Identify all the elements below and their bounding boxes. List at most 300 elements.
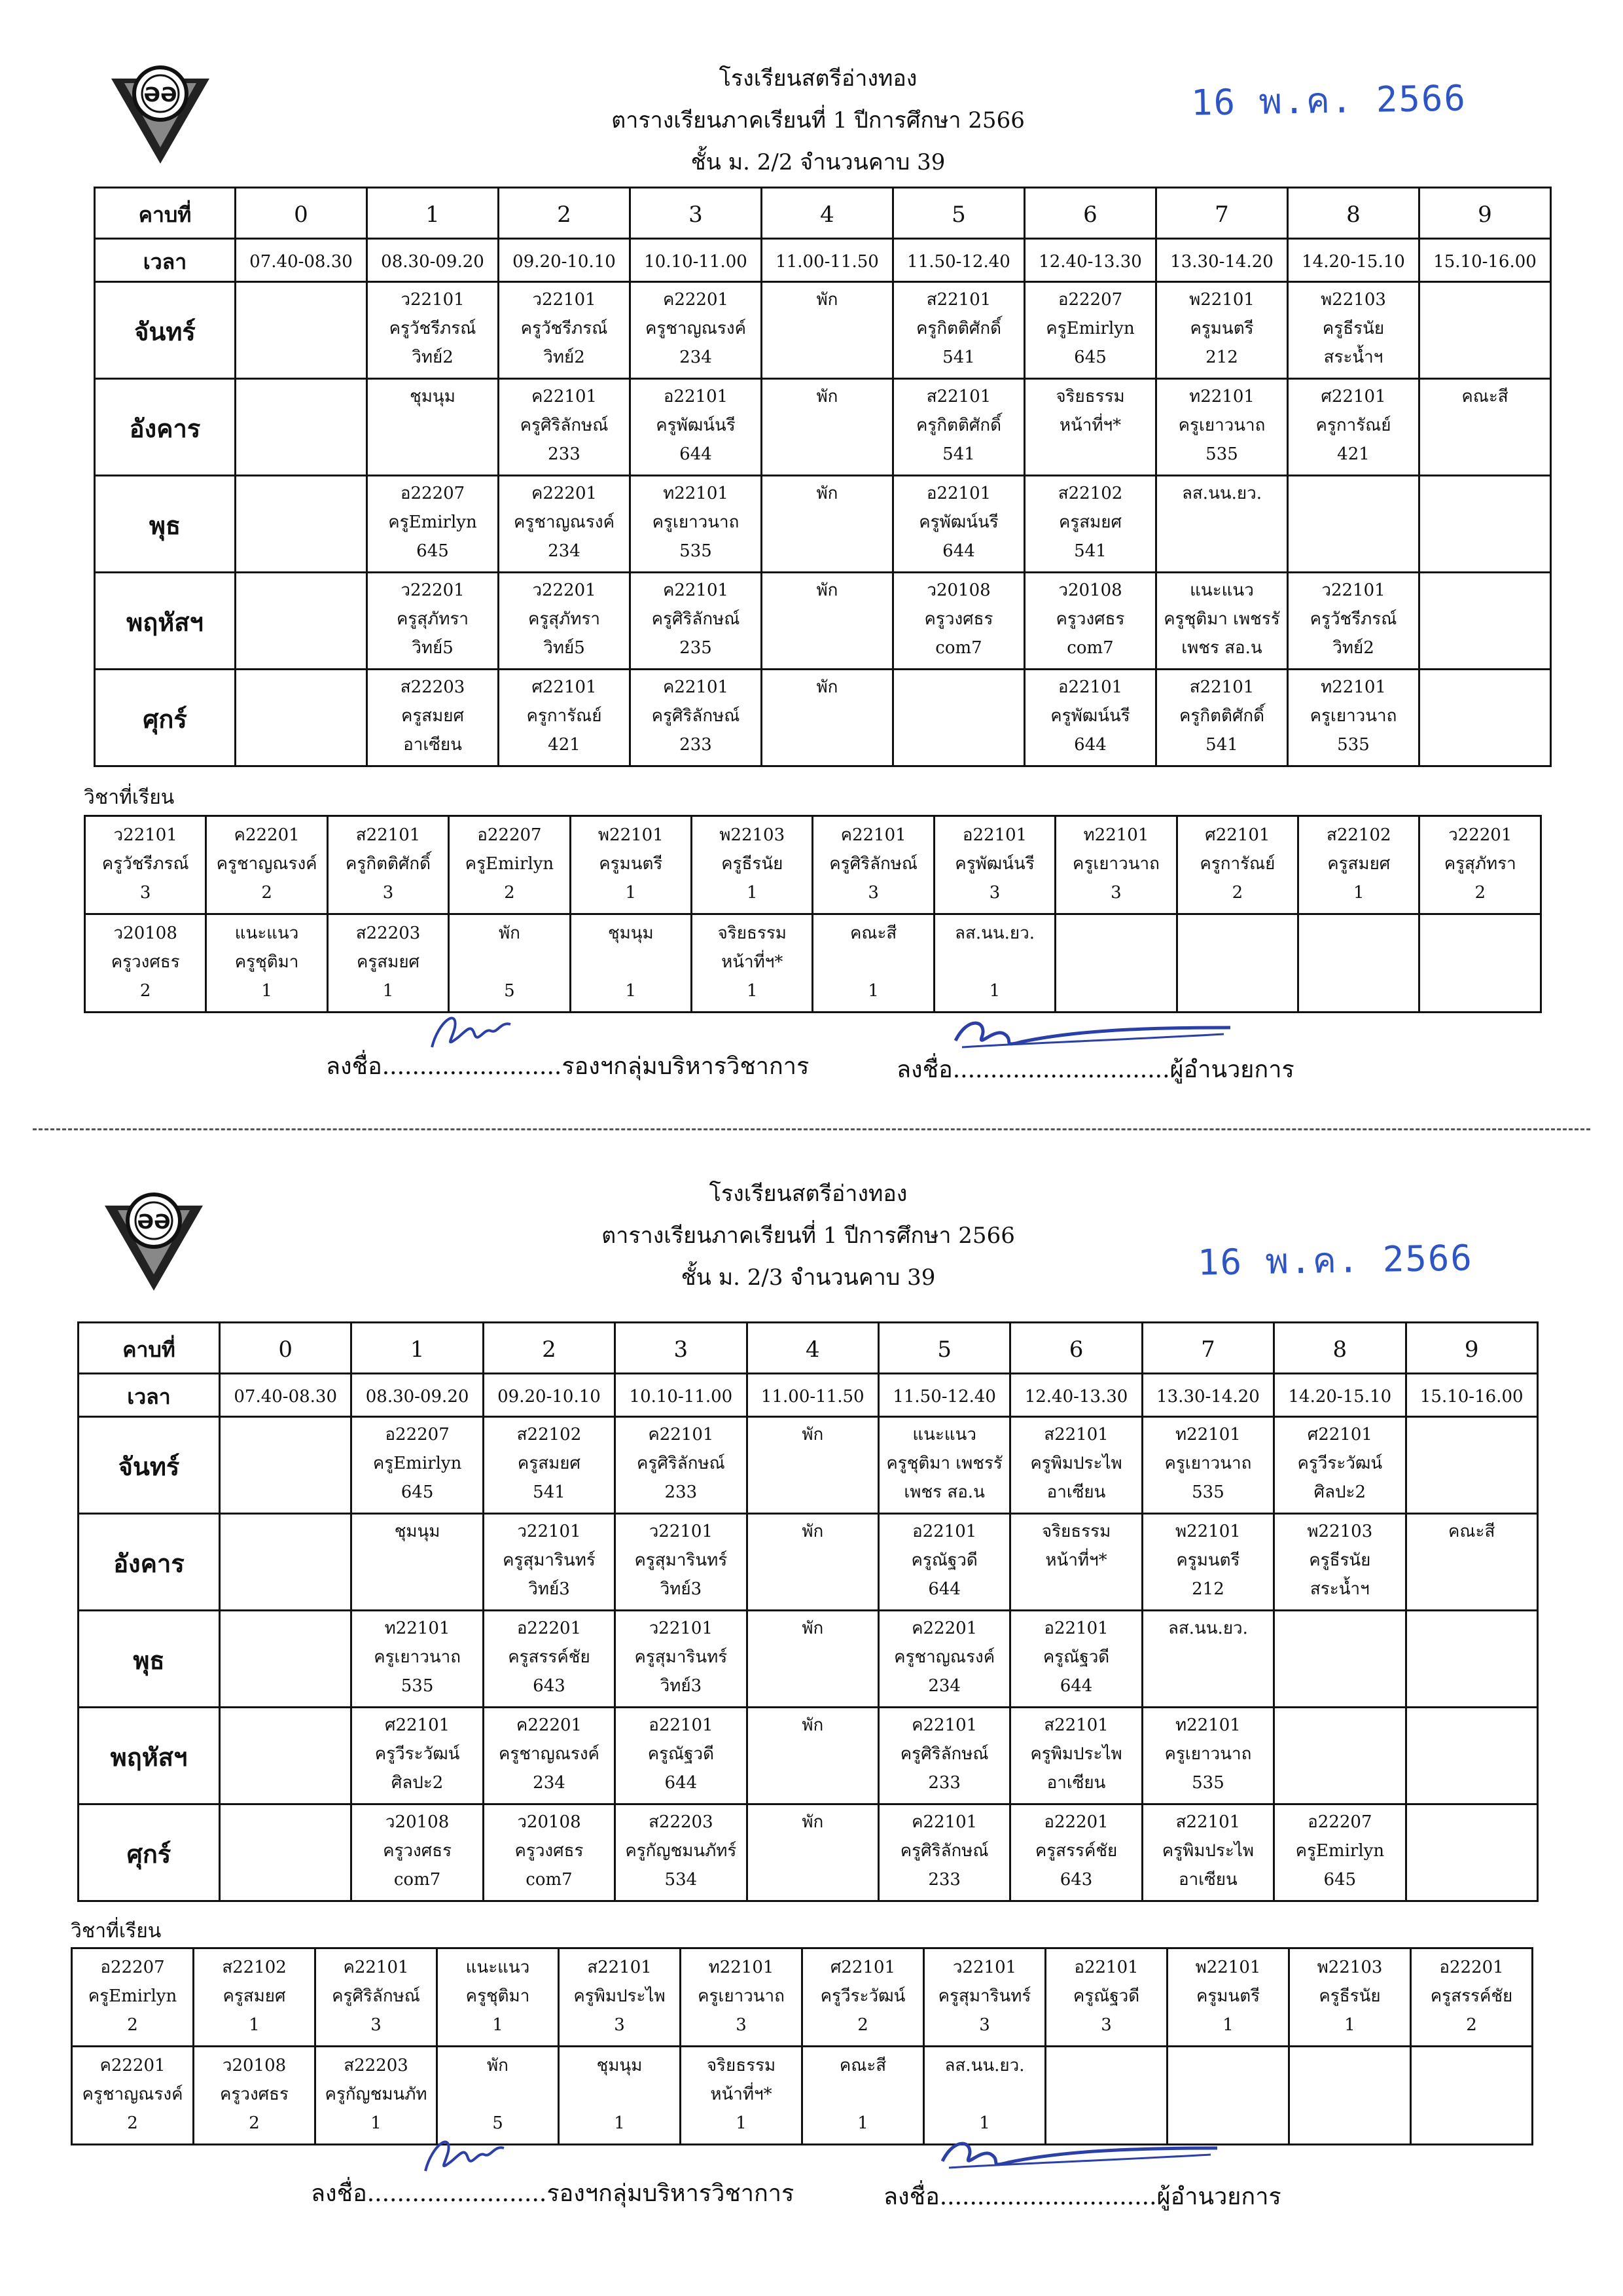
period-number: 0 <box>236 188 367 239</box>
room: 535 <box>1192 1482 1224 1502</box>
teacher-name: ครูศิริลักษณ์ <box>900 1744 989 1764</box>
period-count: 3 <box>989 883 1001 903</box>
subject-code: แนะแนว <box>234 924 299 943</box>
subject-code: จริยธรรม <box>717 924 787 943</box>
sign-line-vice-director: ลงชื่อ........................รองฯกลุ่มบริหารวิชาการ <box>326 1053 810 1080</box>
teacher-name: ครูสมยศ <box>401 706 465 726</box>
subject-code: อ22207 <box>477 825 542 845</box>
schedule-cell <box>483 1417 615 1514</box>
subject-code: พ22103 <box>719 825 785 845</box>
period-header-label: คาบที่ <box>79 1323 220 1374</box>
subject-code: อ22101 <box>926 484 991 503</box>
period-number: 2 <box>483 1323 615 1374</box>
subject-code: ค22101 <box>343 1958 409 1977</box>
period-count: 3 <box>370 2015 382 2035</box>
schedule-cell <box>747 1611 878 1708</box>
subject-summary-cell <box>559 2047 681 2145</box>
subject-code: ลส.นน.ยว. <box>955 924 1035 943</box>
teacher-name: ครูศิริลักษณ์ <box>900 1841 989 1861</box>
room: 541 <box>533 1482 565 1502</box>
day-name: พุธ <box>79 1611 220 1708</box>
teacher-name: ครูชาญณรงค์ <box>514 512 615 532</box>
teacher-name <box>1291 2080 1408 2109</box>
period-count: 5 <box>504 981 515 1001</box>
schedule-cell <box>236 476 367 573</box>
subject-code: ค22201 <box>234 825 300 845</box>
period-number: 9 <box>1419 188 1551 239</box>
subject-summary-cell <box>206 816 327 914</box>
subject-code: พัก <box>487 2056 508 2075</box>
room: 643 <box>533 1676 565 1696</box>
subject-summary-cell <box>1298 914 1419 1013</box>
period-time: 08.30-09.20 <box>367 239 499 282</box>
schedule-cell <box>1419 476 1551 573</box>
subject-code: พัก <box>802 1619 824 1638</box>
period-count: 1 <box>625 883 637 903</box>
subject-code <box>1058 919 1174 948</box>
teacher-name <box>1421 948 1539 977</box>
subject-summary-cell <box>194 2047 315 2145</box>
subject-code: ว22101 <box>401 290 465 310</box>
period-time: 12.40-13.30 <box>1010 1374 1142 1417</box>
day-row <box>95 282 1551 379</box>
schedule-cell <box>1406 1611 1537 1708</box>
teacher-name: ครูEmirlyn <box>1295 1841 1385 1861</box>
period-time: 13.30-14.20 <box>1142 1374 1274 1417</box>
room: วิทย์2 <box>1332 638 1374 658</box>
period-count: 2 <box>127 2015 138 2035</box>
schedule-cell <box>351 1708 483 1804</box>
teacher-name: ครูสุภัทรา <box>1444 854 1516 874</box>
teacher-name: ครูเยาวนาถ <box>1073 854 1160 874</box>
period-count: 5 <box>492 2113 503 2133</box>
schedule-cell <box>1156 282 1288 379</box>
schedule-cell <box>499 379 630 476</box>
sign-line-director: ลงชื่อ.............................ผู้อำนวยการ <box>897 1056 1294 1083</box>
schedule-cell <box>1156 476 1288 573</box>
schedule-cell <box>1025 379 1156 476</box>
schedule-cell <box>630 282 762 379</box>
subject-summary-cell <box>681 1948 802 2047</box>
day-row <box>95 573 1551 670</box>
period-number: 1 <box>367 188 499 239</box>
room: 235 <box>679 638 712 658</box>
schedule-cell <box>1274 1514 1406 1611</box>
sign-line-director: ลงชื่อ.............................ผู้อำนวยการ <box>883 2183 1281 2210</box>
subject-summary-cell <box>692 914 813 1013</box>
subject-summary-cell <box>559 1948 681 2047</box>
schedule-cell <box>367 282 499 379</box>
period-count: 2 <box>1466 2015 1477 2035</box>
teacher-name: ครูศิริลักษณ์ <box>332 1986 420 2006</box>
schedule-cell <box>893 573 1025 670</box>
schedule-cell <box>1010 1611 1142 1708</box>
teacher-name: ครูสุมารินทร์ <box>634 1647 728 1667</box>
subject-code: ค22101 <box>912 1715 978 1735</box>
teacher-name: ครูวัชรีภรณ์ <box>389 319 476 338</box>
schedule-cell <box>878 1804 1010 1901</box>
teacher-name: ครูพิมประไพ <box>1030 1744 1122 1764</box>
teacher-name: ครูเยาวนาถ <box>1164 1454 1252 1473</box>
teacher-name: ครูการัณย์ <box>1315 416 1391 435</box>
room: com7 <box>1067 638 1114 658</box>
subject-code: ค22101 <box>531 387 597 406</box>
subject-summary-cell <box>1411 1948 1533 2047</box>
schedule-cell <box>499 670 630 766</box>
teacher-name: ครูสุภัทรา <box>527 609 601 629</box>
teacher-name <box>451 948 567 977</box>
subject-code: อ22101 <box>962 825 1027 845</box>
teacher-name: ครูชาญณรงค์ <box>645 319 746 338</box>
day-row <box>95 670 1551 766</box>
subject-summary-cell <box>934 914 1055 1013</box>
period-time: 11.50-12.40 <box>893 239 1025 282</box>
teacher-name: ครูศิริลักษณ์ <box>651 609 740 629</box>
schedule-cell <box>878 1417 1010 1514</box>
term-title: ตารางเรียนภาคเรียนที่ 1 ปีการศึกษา 2566 <box>601 1223 1015 1249</box>
subject-code: ค22101 <box>840 825 906 845</box>
subject-code: ส22102 <box>1326 825 1391 845</box>
teacher-name: ครูวงศธร <box>924 609 993 629</box>
period-count <box>1291 2109 1408 2138</box>
teacher-name: ครูสุมารินทร์ <box>634 1551 728 1570</box>
subject-code: ค22201 <box>531 484 597 503</box>
teacher-name: ครูศิริลักษณ์ <box>520 416 609 435</box>
subject-code: อ22207 <box>385 1425 450 1444</box>
teacher-name: ครูการัณย์ <box>1200 854 1275 874</box>
room: วิทย์3 <box>660 1579 702 1599</box>
subject-code: อ22207 <box>1058 290 1123 310</box>
teacher-name: หน้าที่ฯ* <box>710 2085 772 2104</box>
period-count: 1 <box>261 981 272 1001</box>
teacher-name <box>1169 2080 1287 2109</box>
sign-line-vice-director: ลงชื่อ........................รองฯกลุ่มบริหารวิชาการ <box>311 2180 794 2207</box>
teacher-name: ครูสุมารินทร์ <box>503 1551 596 1570</box>
day-name: จันทร์ <box>95 282 236 379</box>
teacher-name: หน้าที่ฯ* <box>721 952 783 972</box>
subject-code: ลส.นน.ยว. <box>1182 484 1262 503</box>
teacher-name: ครูธีรนัย <box>1322 319 1385 338</box>
subject-code: ว22101 <box>517 1522 581 1541</box>
period-count: 1 <box>1353 883 1364 903</box>
subject-code: ส22102 <box>516 1425 582 1444</box>
teacher-name: ครูพัฒน์นรี <box>919 512 999 532</box>
subject-code: พ22101 <box>1175 1522 1241 1541</box>
teacher-name: ครูชุติมา <box>234 952 299 972</box>
subject-summary-cell <box>1419 816 1541 914</box>
period-count: 2 <box>504 883 515 903</box>
period-count: 1 <box>746 981 758 1001</box>
subject-code: อ22101 <box>1058 677 1123 697</box>
period-count: 1 <box>1344 2015 1355 2035</box>
day-row <box>95 476 1551 573</box>
room: 645 <box>416 541 449 561</box>
room: 535 <box>1192 1773 1224 1793</box>
subject-summary-cell <box>813 816 934 914</box>
school-name: โรงเรียนสตรีอ่างทอง <box>709 1181 908 1207</box>
schedule-cell <box>1156 670 1288 766</box>
subject-code: ว20108 <box>1058 581 1122 600</box>
teacher-name: ครูชุติมา <box>465 1986 530 2006</box>
schedule-cell <box>1419 379 1551 476</box>
subject-summary-cell <box>1411 2047 1533 2145</box>
schedule-cell <box>1156 379 1288 476</box>
period-time: 15.10-16.00 <box>1406 1374 1537 1417</box>
room: 233 <box>548 444 580 464</box>
room: 421 <box>548 735 580 755</box>
teacher-name <box>926 2080 1043 2109</box>
schedule-cell <box>762 379 893 476</box>
schedule-cell <box>367 476 499 573</box>
teacher-name: ครูพิมประไพ <box>1030 1454 1122 1473</box>
room: com7 <box>526 1870 573 1890</box>
subject-code: พัก <box>802 1522 824 1541</box>
schedule-cell <box>630 379 762 476</box>
teacher-name: ครูศิริลักษณ์ <box>829 854 918 874</box>
subject-code: แนะแนว <box>1190 581 1254 600</box>
subject-code: จริยธรรม <box>1056 387 1125 406</box>
subject-summary-cell <box>449 816 570 914</box>
room: com7 <box>393 1870 441 1890</box>
class-title: ชั้น ม. 2/3 จำนวนคาบ 39 <box>681 1265 936 1291</box>
subject-code <box>1179 919 1296 948</box>
subject-code: ว20108 <box>927 581 991 600</box>
day-name: ศุกร์ <box>79 1804 220 1901</box>
schedule-cell <box>1142 1611 1274 1708</box>
room: 644 <box>679 444 712 464</box>
teacher-name: ครูสรรค์ชัย <box>1430 1986 1513 2006</box>
subject-summary-cell <box>802 2047 924 2145</box>
schedule-cell <box>1156 573 1288 670</box>
room: เพชร สอ.น <box>904 1482 985 1502</box>
subject-code: ว22101 <box>532 290 596 310</box>
subject-code: ค22201 <box>99 2056 166 2075</box>
subject-summary-cell <box>570 816 691 914</box>
room: วิทย์3 <box>660 1676 702 1696</box>
subject-code: อ22201 <box>1044 1812 1109 1832</box>
period-count <box>1413 2109 1530 2138</box>
teacher-name: ครูพิมประไพ <box>1162 1841 1255 1861</box>
subject-code: พัก <box>816 387 838 406</box>
subject-code: ว20108 <box>222 2056 287 2075</box>
schedule-cell <box>1274 1804 1406 1901</box>
day-name: ศุกร์ <box>95 670 236 766</box>
period-count <box>1421 977 1539 1005</box>
teacher-name: ครูสมยศ <box>517 1454 581 1473</box>
subject-code: ส22101 <box>926 387 991 406</box>
period-count: 2 <box>249 2113 260 2133</box>
time-header-label: เวลา <box>95 239 236 282</box>
class-title: ชั้น ม. 2/2 จำนวนคาบ 39 <box>690 149 946 175</box>
teacher-name: ครูกิตติศักดิ์ <box>1179 706 1264 726</box>
subject-summary-cell <box>1289 2047 1411 2145</box>
subject-summary-cell <box>1046 1948 1168 2047</box>
schedule-cell <box>1025 282 1156 379</box>
teacher-name: ครูเยาวนาถ <box>652 512 740 532</box>
subject-code: อ22207 <box>100 1958 165 1977</box>
period-number: 2 <box>499 188 630 239</box>
teacher-name: ครูเยาวนาถ <box>1310 706 1397 726</box>
period-count: 3 <box>868 883 879 903</box>
day-row <box>95 379 1551 476</box>
period-number: 3 <box>630 188 762 239</box>
room: 535 <box>1205 444 1238 464</box>
subject-summary-cell <box>85 816 206 914</box>
subject-code: พ22103 <box>1321 290 1386 310</box>
teacher-name: ครูชาญณรงค์ <box>82 2085 183 2104</box>
period-count: 2 <box>1474 883 1486 903</box>
subject-code: ว22101 <box>649 1619 713 1638</box>
teacher-name: ครูEmirlyn <box>372 1454 462 1473</box>
room: วิทย์5 <box>412 638 454 658</box>
room: 233 <box>928 1773 961 1793</box>
director-signature-icon <box>929 2128 1230 2181</box>
teacher-name <box>573 948 689 977</box>
period-time: 12.40-13.30 <box>1025 239 1156 282</box>
teacher-name: ครูเยาวนาถ <box>698 1986 785 2006</box>
subject-code <box>1421 919 1539 948</box>
period-number: 5 <box>878 1323 1010 1374</box>
teacher-name: ครูสรรค์ชัย <box>1035 1841 1118 1861</box>
schedule-cell <box>762 573 893 670</box>
schedule-cell <box>1274 1708 1406 1804</box>
timetable-sheet-m2-2 <box>0 0 1623 1126</box>
subject-summary-cell <box>85 914 206 1013</box>
subject-code: แนะแนว <box>912 1425 976 1444</box>
subject-summary-cell <box>327 816 448 914</box>
subject-code: ชุมนุม <box>410 387 455 406</box>
room: สระน้ำฯ <box>1323 348 1383 367</box>
schedule-cell <box>1010 1708 1142 1804</box>
schedule-cell <box>615 1611 747 1708</box>
teacher-name: ครูวงศธร <box>1056 609 1125 629</box>
period-number: 8 <box>1274 1323 1406 1374</box>
teacher-name: ครูสมยศ <box>1327 854 1391 874</box>
period-count: 1 <box>989 981 1001 1001</box>
schedule-cell <box>762 282 893 379</box>
subject-summary-cell <box>437 1948 559 2047</box>
subject-code <box>1300 919 1417 948</box>
date-stamp: 16 พ.ค. 2566 <box>1197 1237 1474 1283</box>
room: 212 <box>1192 1579 1224 1599</box>
cut-line-divider <box>33 1128 1590 1130</box>
teacher-name: ครูธีรนัย <box>1309 1551 1371 1570</box>
period-count: 3 <box>382 883 394 903</box>
teacher-name: ครูพัฒน์นรี <box>656 416 736 435</box>
subject-code: ค22201 <box>912 1619 978 1638</box>
schedule-cell <box>367 573 499 670</box>
schedule-cell <box>1142 1514 1274 1611</box>
schedule-cell <box>1406 1804 1537 1901</box>
subject-summary-cell <box>327 914 448 1013</box>
teacher-name: ครูEmirlyn <box>388 512 477 532</box>
schedule-cell <box>615 1514 747 1611</box>
teacher-name: ครูณัฐวดี <box>911 1551 978 1570</box>
subject-code: ลส.นน.ยว. <box>1168 1619 1248 1638</box>
schedule-cell <box>236 282 367 379</box>
subject-code: อ22207 <box>400 484 465 503</box>
subject-code: ค22201 <box>662 290 729 310</box>
subject-code: ว20108 <box>517 1812 581 1832</box>
schedule-cell <box>615 1804 747 1901</box>
period-number: 4 <box>762 188 893 239</box>
schedule-cell <box>499 476 630 573</box>
schedule-cell <box>499 573 630 670</box>
room: 645 <box>1323 1870 1357 1890</box>
subject-summary-cell <box>1298 816 1419 914</box>
teacher-name: ครูมนตรี <box>1190 319 1254 338</box>
subject-code <box>1413 2051 1530 2080</box>
schedule-cell <box>1274 1417 1406 1514</box>
room: อาเซียน <box>1046 1773 1106 1793</box>
weekly-schedule-table <box>77 1321 1539 1902</box>
subject-code: ว22101 <box>1321 581 1385 600</box>
subject-summary-cell <box>570 914 691 1013</box>
teacher-name: ครูสมยศ <box>1058 512 1122 532</box>
teacher-name: ครูสุภัทรา <box>396 609 469 629</box>
subject-code: ชุมนุม <box>596 2056 643 2075</box>
teacher-name: ครูชาญณรงค์ <box>894 1647 995 1667</box>
schedule-cell <box>630 573 762 670</box>
schedule-cell <box>893 282 1025 379</box>
period-number: 3 <box>615 1323 747 1374</box>
schedule-cell <box>878 1611 1010 1708</box>
room: 644 <box>942 541 975 561</box>
subject-summary-cell <box>1289 1948 1411 2047</box>
teacher-name: ครูณัฐวดี <box>1073 1986 1140 2006</box>
period-time: 13.30-14.20 <box>1156 239 1288 282</box>
teacher-name: ครูพัฒน์นรี <box>955 854 1035 874</box>
schedule-cell <box>483 1804 615 1901</box>
schedule-cell <box>1419 282 1551 379</box>
teacher-name: ครูวัชรีภรณ์ <box>101 854 189 874</box>
subject-summary-cell <box>813 914 934 1013</box>
period-count: 1 <box>857 2113 868 2133</box>
period-number: 7 <box>1142 1323 1274 1374</box>
teacher-name: ครูเยาวนาถ <box>1178 416 1266 435</box>
teacher-name: ครูกิตติศักดิ์ <box>916 416 1001 435</box>
period-time: 11.00-11.50 <box>747 1374 878 1417</box>
period-count: 2 <box>127 2113 138 2133</box>
teacher-name <box>815 948 931 977</box>
subject-summary-cell <box>1177 816 1298 914</box>
schedule-cell <box>1274 1611 1406 1708</box>
schedule-cell <box>1288 476 1419 573</box>
subject-code: พ22103 <box>1317 1958 1383 1977</box>
subject-summary-cell <box>1056 816 1177 914</box>
period-number: 6 <box>1025 188 1156 239</box>
school-name: โรงเรียนสตรีอ่างทอง <box>719 65 918 92</box>
subject-code: จริยธรรม <box>1041 1522 1111 1541</box>
subject-summary-cell <box>802 1948 924 2047</box>
subject-code: พัก <box>802 1425 824 1444</box>
svg-text:ƏƏ: ƏƏ <box>137 1211 171 1234</box>
subject-code: ส22101 <box>926 290 991 310</box>
schedule-cell <box>1010 1804 1142 1901</box>
period-count: 3 <box>979 2015 990 2035</box>
day-row <box>79 1611 1538 1708</box>
schedule-cell <box>236 379 367 476</box>
schedule-cell <box>878 1514 1010 1611</box>
subject-code: ว20108 <box>113 924 177 943</box>
teacher-name: ครูกัญชมนภัท <box>325 2085 427 2104</box>
room: วิทย์2 <box>412 348 454 367</box>
teacher-name: ครูวีระวัฒน์ <box>820 1986 906 2006</box>
subject-summary-cell <box>1168 1948 1289 2047</box>
teacher-name <box>561 2080 678 2109</box>
subject-summary-cell <box>1056 914 1177 1013</box>
period-time: 10.10-11.00 <box>615 1374 747 1417</box>
